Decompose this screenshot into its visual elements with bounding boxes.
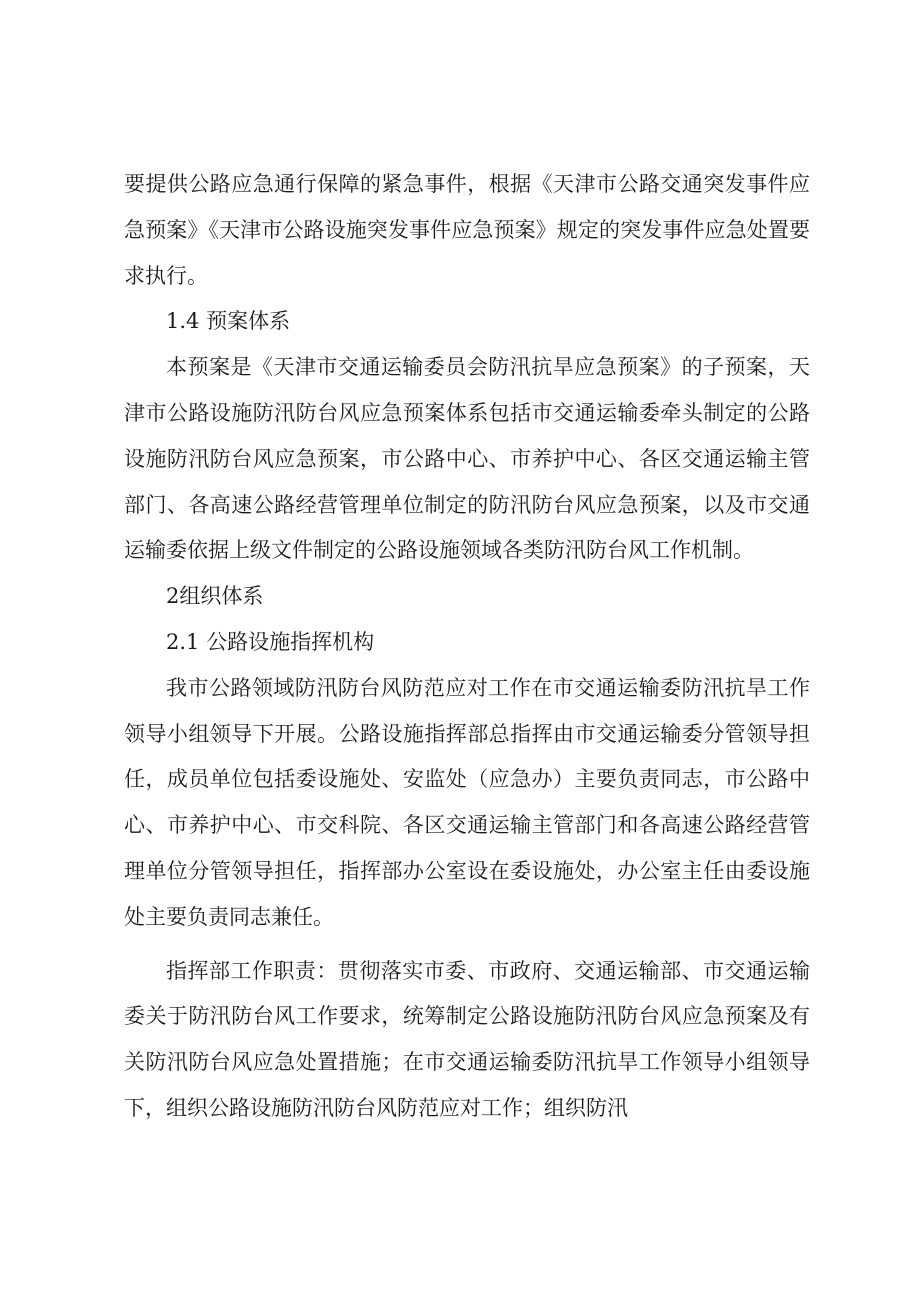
paragraph-command-structure: 我市公路领域防汛防台风防范应对工作在市交通运输委防汛抗旱工作领导小组领导下开展。公路设施指挥部总指挥由市交通运输委分管领导担任，成员单位包括委设施处、安监处（应急办）主要负责同志，市公路中心、市养护中心、市交科院、各区交通运输主管部门和各高速公路经营管理单位分管领导担任，指挥部办公室设在委设施处，办公室主任由委设施处主要负责同志兼任。 [124, 675, 810, 929]
paragraph-plan-system: 本预案是《天津市交通运输委员会防汛抗旱应急预案》的子预案，天津市公路设施防汛防台风应急预案体系包括市交通运输委牵头制定的公路设施防汛防台风应急预案，市公路中心、市养护中心、各区交通运输主管部门、各高速公路经营管理单位制定的防汛防台风应急预案，以及市交通运输委依据上级文件制定的公路设施领域各类防汛防台风工作机制。 [124, 355, 810, 563]
section-heading-2: 2组织体系 [166, 584, 264, 609]
section-heading-1-4: 1.4 预案体系 [166, 309, 291, 334]
document-body [124, 162, 810, 1132]
section-heading-2-1: 2.1 公路设施指挥机构 [166, 629, 375, 654]
paragraph-continued: 要提供公路应急通行保障的紧急事件，根据《天津市公路交通突发事件应急预案》《天津市公路设施突发事件应急预案》规定的突发事件应急处置要求执行。 [124, 172, 810, 288]
paragraph-command-duties: 指挥部工作职责：贯彻落实市委、市政府、交通运输部、市交通运输委关于防汛防台风工作要求，统筹制定公路设施防汛防台风应急预案及有关防汛防台风应急处置措施；在市交通运输委防汛抗旱工作领导小组领导下，组织公路设施防汛防台风防范应对工作；组织防汛 [124, 958, 810, 1120]
